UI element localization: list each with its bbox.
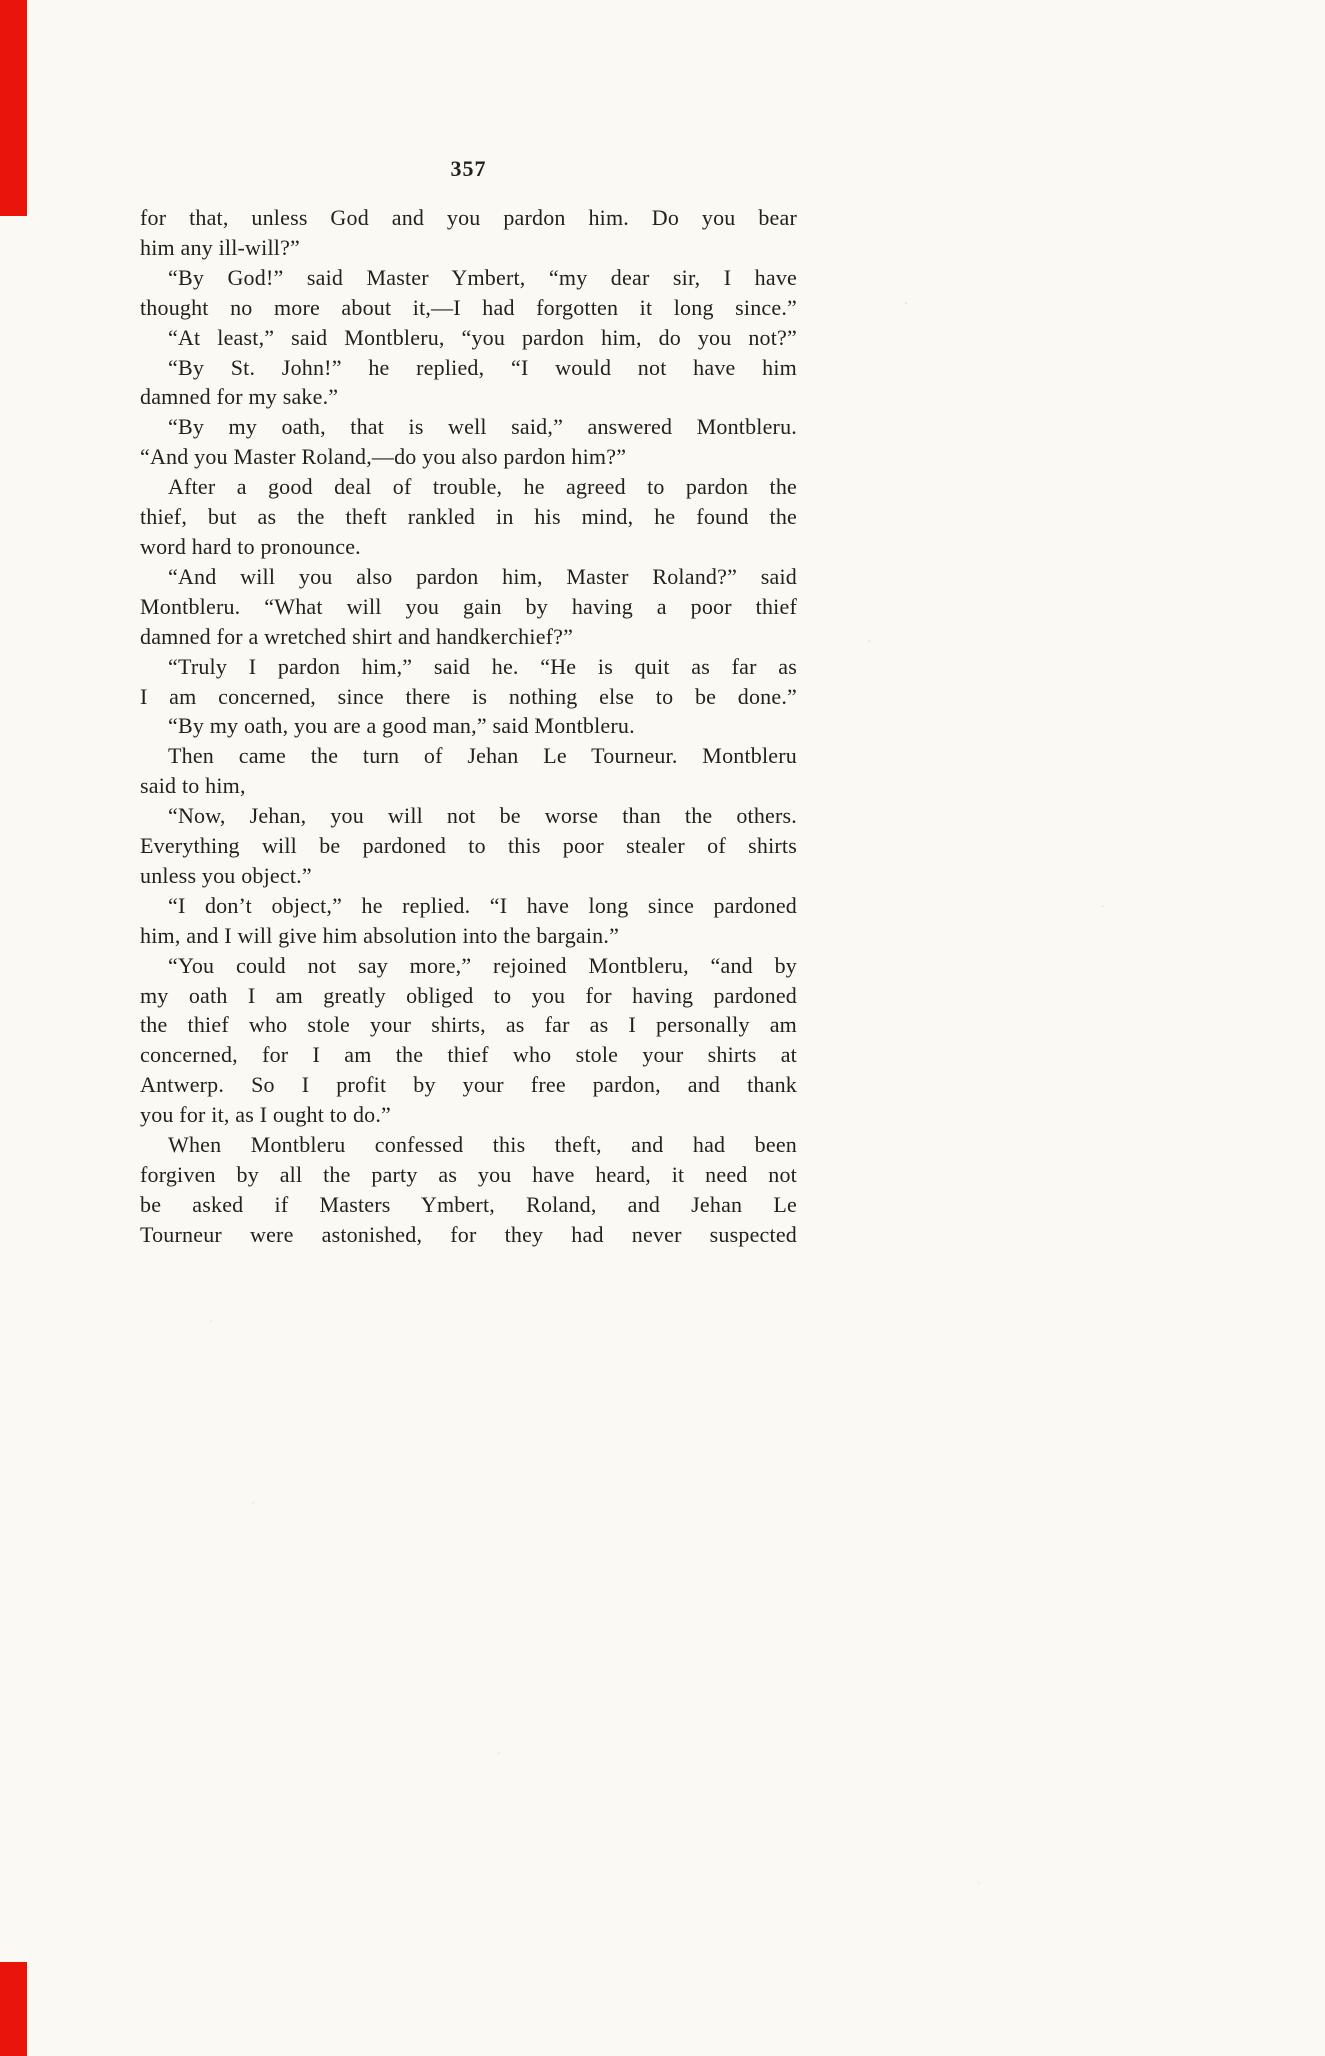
text-line: “Now, Jehan, you will not be worse than the others. (168, 803, 797, 829)
text-line: “By my oath, that is well said,” answered Montbleru. (168, 414, 797, 440)
text-line: forgiven by all the party as you have heard, it need not (140, 1162, 797, 1187)
text-line: After a good deal of trouble, he agreed to pardon the (168, 474, 797, 500)
text-line: the thief who stole your shirts, as far as I personally am (140, 1012, 797, 1038)
text-line: “By my oath, you are a good man,” said Montbleru. (168, 713, 635, 739)
text-line: “By God!” said Master Ymbert, “my dear sir, I have (168, 264, 797, 290)
text-line: him any ill-will?” (140, 234, 301, 260)
text-line: thief, but as the theft rankled in his mind, he found the (140, 504, 797, 530)
text-line: damned for a wretched shirt and handkerchief?” (140, 623, 574, 649)
text-line: thought no more about it,—I had forgotten it long since.” (140, 294, 797, 320)
red-spine-edge-bottom (0, 1962, 27, 2056)
text-line: When Montbleru confessed this theft, and had been (168, 1132, 797, 1158)
text-line: him, and I will give him absolution into the bargain.” (140, 922, 620, 948)
text-line: I am concerned, since there is nothing else to be done.” (140, 683, 797, 709)
text-line: unless you object.” (140, 862, 312, 888)
text-line: “Truly I pardon him,” said he. “He is quit as far as (168, 653, 797, 679)
text-line: “At least,” said Montbleru, “you pardon him, do you not?” (168, 324, 797, 350)
text-line: Antwerp. So I profit by your free pardon, and thank (140, 1072, 797, 1098)
text-line: Montbleru. “What will you gain by having a poor thief (140, 593, 797, 619)
text-line: said to him, (140, 773, 246, 799)
text-line: damned for my sake.” (140, 384, 339, 410)
text-line: be asked if Masters Ymbert, Roland, and Jehan Le (140, 1191, 797, 1217)
text-line: you for it, as I ought to do.” (140, 1102, 392, 1128)
text-line: “You could not say more,” rejoined Montbleru, “and by (168, 952, 797, 978)
red-spine-edge-top (0, 0, 27, 216)
text-line: word hard to pronounce. (140, 533, 361, 559)
text-line: “And you Master Roland,—do you also pardon him?” (140, 444, 627, 470)
text-line: for that, unless God and you pardon him. Do you bear (140, 205, 797, 230)
page-number: 357 (450, 156, 487, 181)
text-line: Everything will be pardoned to this poor stealer of shirts (140, 833, 797, 859)
text-line: Then came the turn of Jehan Le Tourneur. Montbleru (168, 743, 797, 769)
body-text (140, 203, 797, 1250)
text-line: my oath I am greatly obliged to you for having pardoned (140, 982, 797, 1008)
text-line: concerned, for I am the thief who stole your shirts at (140, 1042, 797, 1068)
text-line: “By St. John!” he replied, “I would not have him (168, 354, 797, 380)
text-line: “I don’t object,” he replied. “I have long since pardoned (168, 892, 797, 918)
text-line: “And will you also pardon him, Master Roland?” said (168, 563, 797, 589)
text-line: Tourneur were astonished, for they had never suspected (140, 1221, 797, 1247)
